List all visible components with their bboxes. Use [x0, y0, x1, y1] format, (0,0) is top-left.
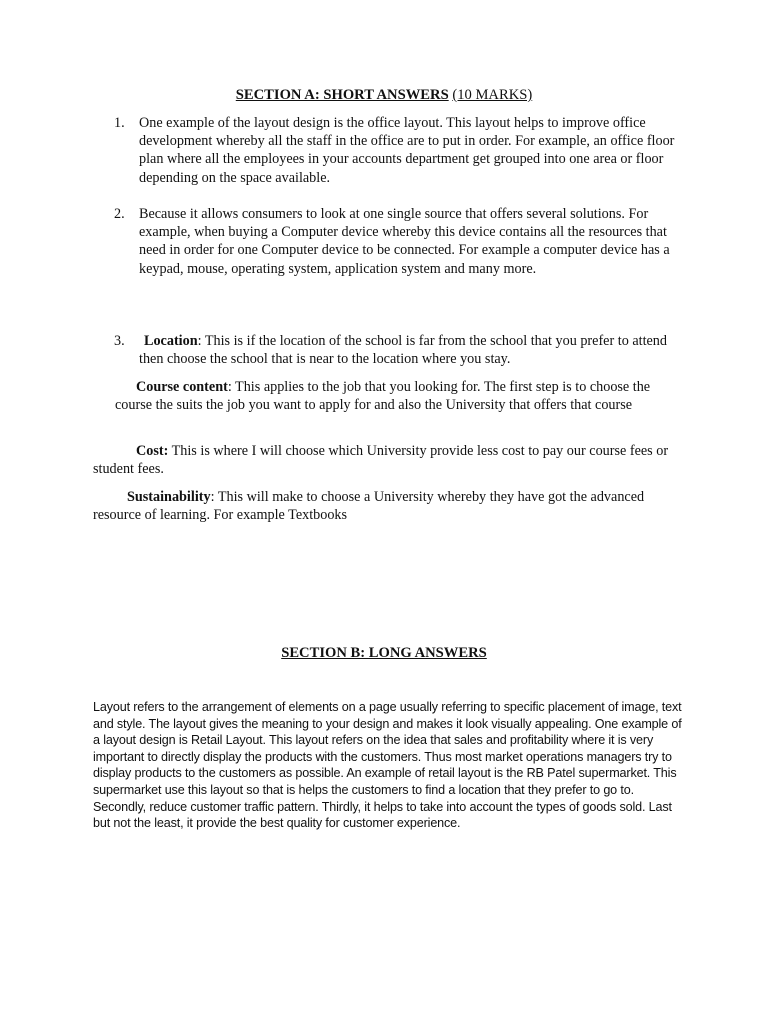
list-item-text: Because it allows consumers to look at one single source that offers several solutions. For example, when buying a Computer device whereby this device contains all the resources that need in order for one Computer device to be connected. For example a computer device has a keypad, mouse, operating system, application system and many more. [139, 206, 670, 277]
list-item-number: 1. [114, 115, 125, 131]
section-a-heading [0, 87, 768, 104]
term-location: Location [144, 333, 198, 349]
sustainability-text: : This will make to choose a University whereby they have got the advanced resource of learning. For example Textbooks [93, 489, 645, 524]
section-b-heading [0, 645, 768, 662]
course-content-paragraph [115, 378, 680, 414]
sustainability-paragraph [93, 488, 683, 524]
list-item-text: One example of the layout design is the office layout. This layout helps to improve office development whereby all the staff in the office are to put in order. For example, an office floor plan where all the employees in your accounts department get grouped into one area or floor depending on the space available. [139, 115, 675, 186]
list-item-number: 3. [114, 333, 125, 349]
list-item-text [139, 332, 684, 368]
section-a-title: SECTION A: SHORT ANSWERS [235, 87, 449, 103]
term-course-content: Course content [136, 379, 228, 395]
cost-paragraph [93, 442, 683, 478]
list-item-number: 2. [114, 206, 125, 222]
cost-text: This is where I will choose which University provide less cost to pay our course fees or student fees. [93, 443, 669, 478]
section-a-marks: (10 MARKS) [452, 87, 533, 103]
term-cost: Cost: [136, 443, 169, 459]
section-b-body: Layout refers to the arrangement of elements on a page usually referring to specific placement of image, text and style. The layout gives the meaning to your design and makes it look visually appealing. One example of a layout design is Retail Layout. This layout refers on the idea that sales and profitability where it is very important to directly display the products with the customers. Thus most market operations managers try to display products to the customers as possible. An example of retail layout is the RB Patel supermarket. This supermarket use this layout so that is helps the customers to find a location that they prefer to go to. Secondly, reduce customer traffic pattern. Thirdly, it helps to take into account the types of goods sold. Last but not the least, it provide the best quality for customer experience. [93, 700, 682, 831]
term-sustainability: Sustainability [127, 489, 211, 505]
location-text: : This is if the location of the school is far from the school that you prefer to attend then choose the school that is near to the location where you stay. [139, 333, 667, 368]
course-content-text: : This applies to the job that you looking for. The first step is to choose the course the suits the job you want to apply for and also the University that offers that course [115, 379, 651, 414]
section-b-title: SECTION B: LONG ANSWERS [281, 645, 487, 661]
